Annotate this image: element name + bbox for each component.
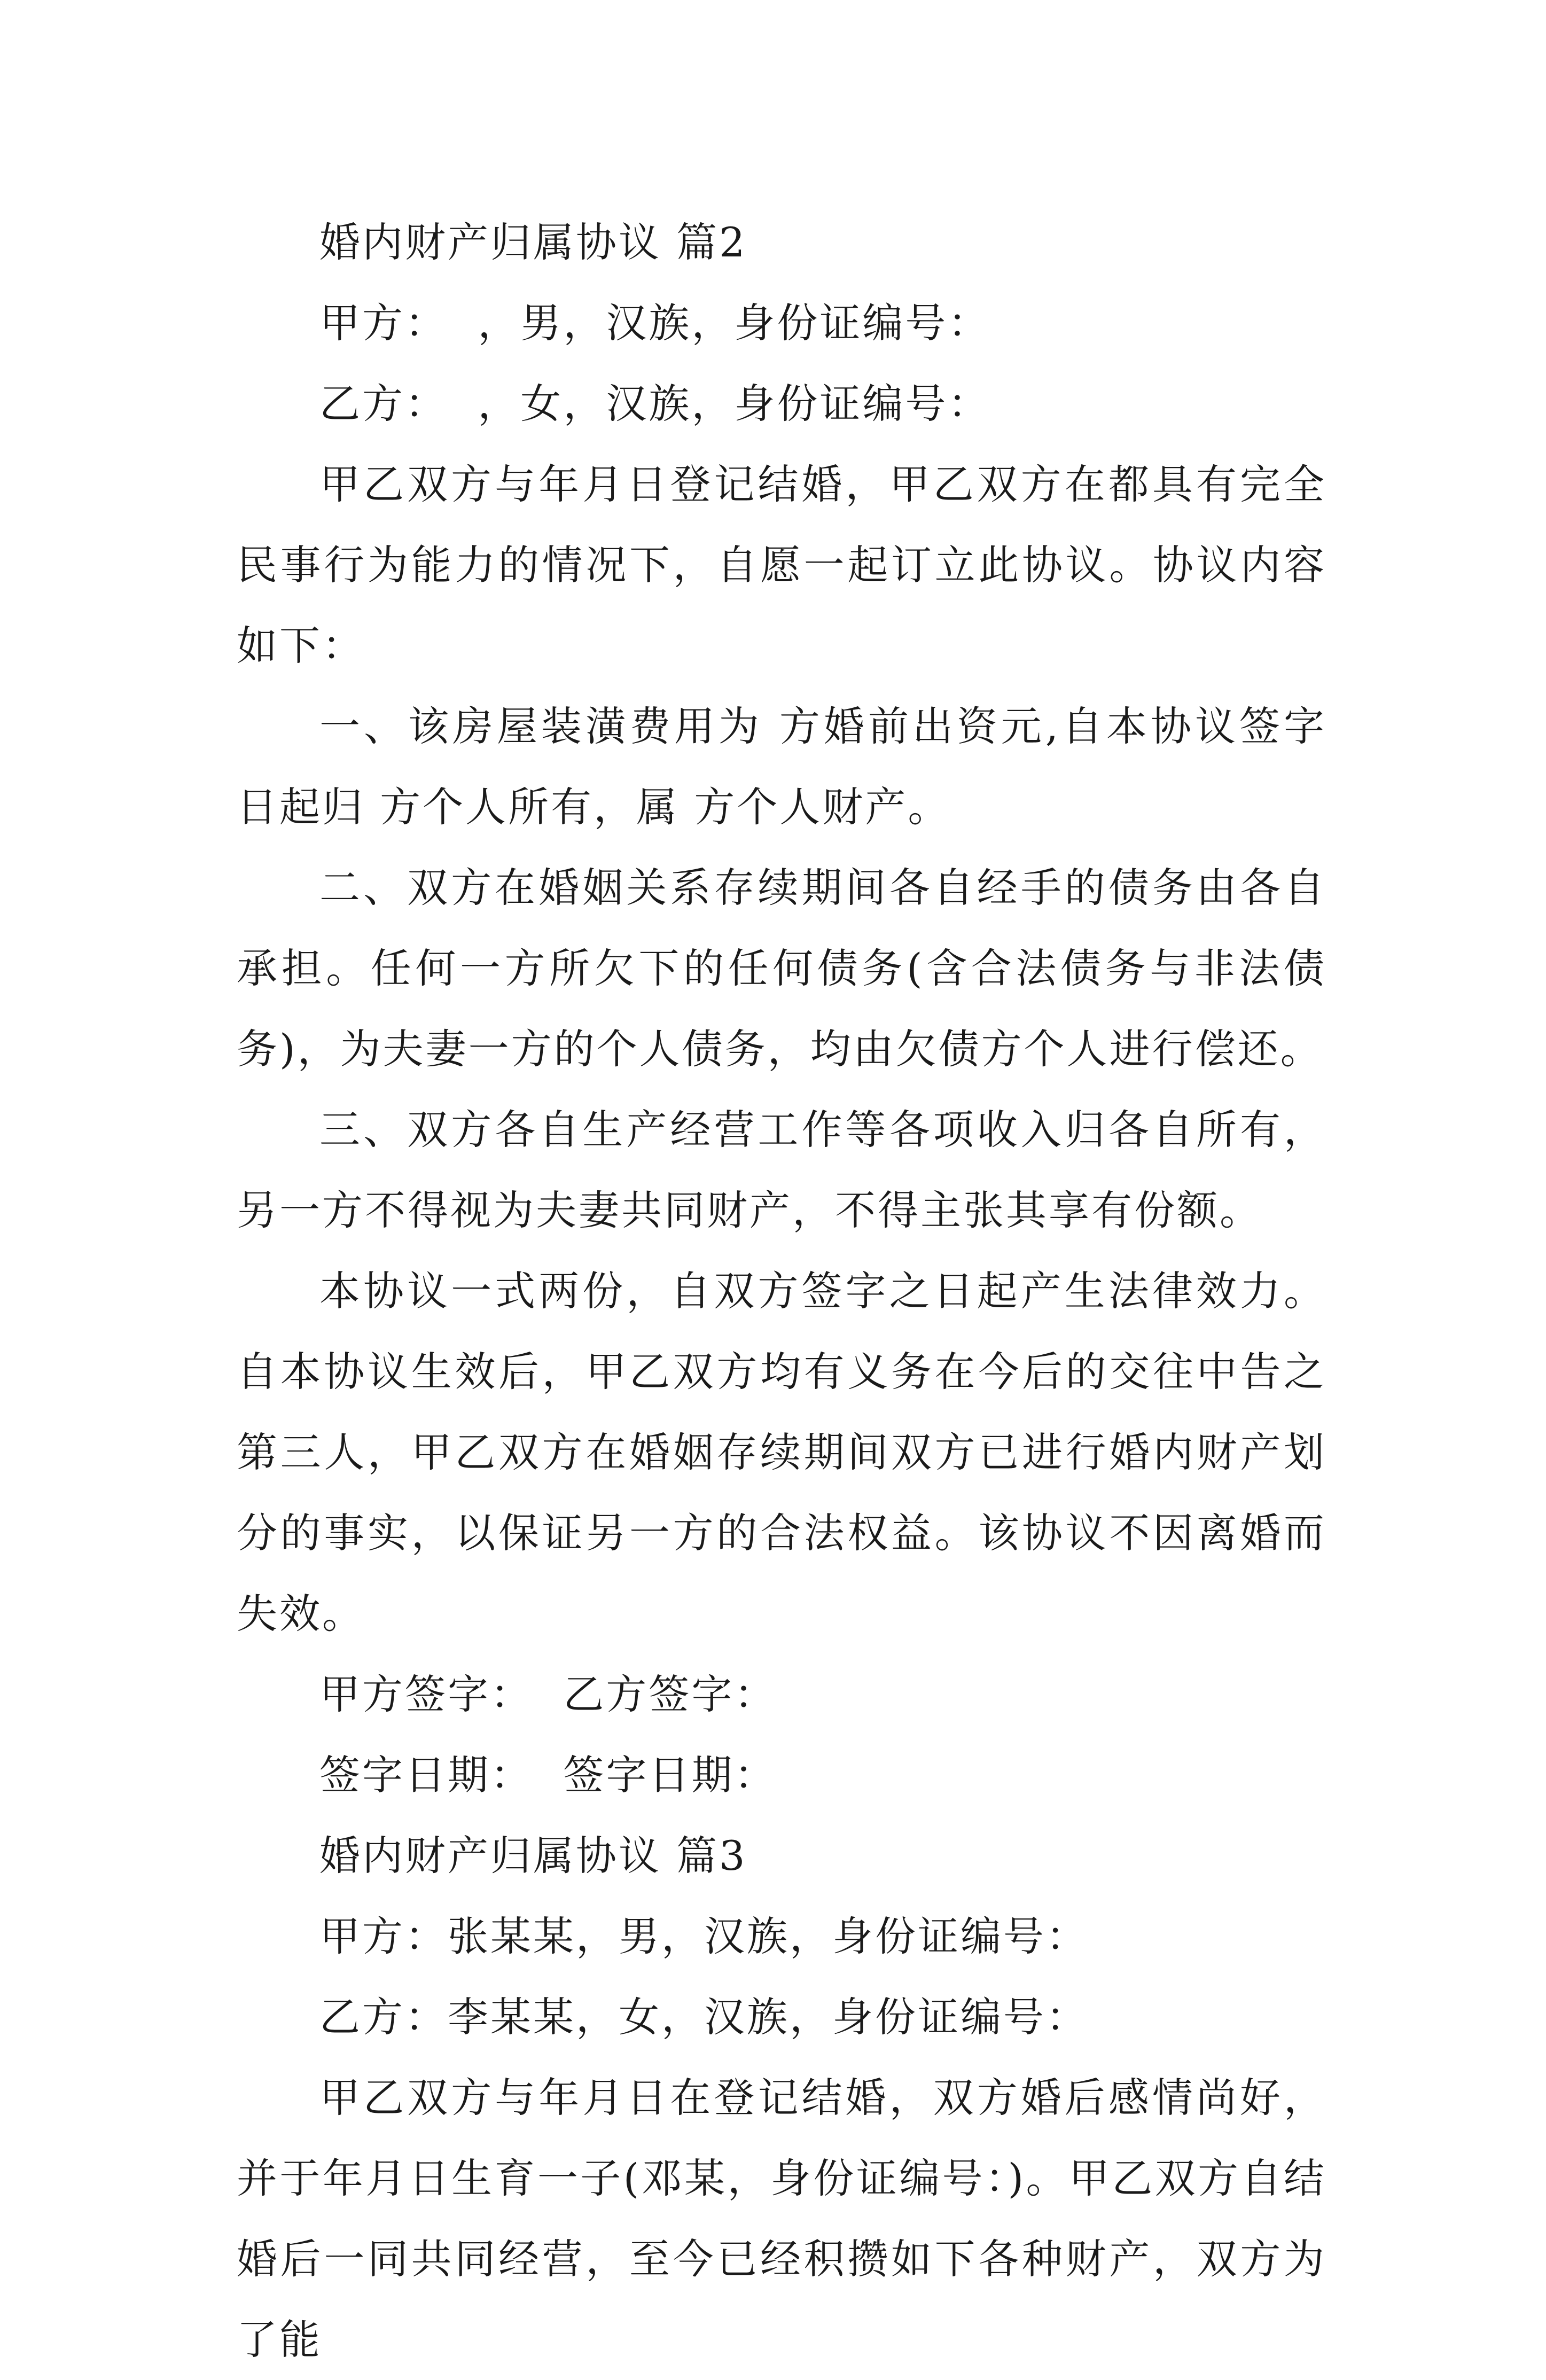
document-body (237, 202, 1326, 2380)
clause-2: 二、双方在婚姻关系存续期间各自经手的债务由各自承担。任何一方所欠下的任何债务(含合法债务与非法债务)，为夫妻一方的个人债务，均由欠债方个人进行偿还。 (237, 864, 1326, 1073)
effect-paragraph: 本协议一式两份，自双方签字之日起产生法律效力。自本协议生效后，甲乙双方均有义务在今后的交往中告之第三人，甲乙双方在婚姻存续期间双方已进行婚内财产划分的事实，以保证另一方的合法权益。该协议不因离婚而失效。 (237, 1267, 1326, 1637)
clause-3: 三、双方各自生产经营工作等各项收入归各自所有，另一方不得视为夫妻共同财产，不得主张其享有份额。 (237, 1106, 1326, 1234)
party-a-line-3: 甲方：张某某，男，汉族，身份证编号： (319, 1913, 1089, 1960)
party-a-line: 甲方： ，男，汉族，身份证编号： (319, 299, 991, 347)
party-b-line: 乙方： ，女，汉族，身份证编号： (319, 380, 991, 427)
signature-line: 甲方签字： 乙方签字： (319, 1671, 777, 1718)
section-heading-3: 婚内财产归属协议 篇3 (319, 1832, 747, 1879)
signature-date-line: 签字日期： 签字日期： (319, 1751, 777, 1799)
section-heading-2: 婚内财产归属协议 篇2 (319, 219, 747, 266)
clause-1: 一、该房屋装潢费用为 方婚前出资元,自本协议签字日起归 方个人所有，属 方个人财产。 (237, 703, 1326, 831)
preamble-paragraph: 甲乙双方与年月日登记结婚，甲乙双方在都具有完全民事行为能力的情况下，自愿一起订立此协议。协议内容如下： (237, 461, 1326, 669)
party-b-line-3: 乙方：李某某，女，汉族，身份证编号： (319, 1993, 1089, 2041)
preamble-paragraph-3: 甲乙双方与年月日在登记结婚，双方婚后感情尚好，并于年月日生育一子(邓某，身份证编号：)。甲乙双方自结婚后一同共同经营，至今已经积攒如下各种财产，双方为了能 (237, 2074, 1326, 2363)
